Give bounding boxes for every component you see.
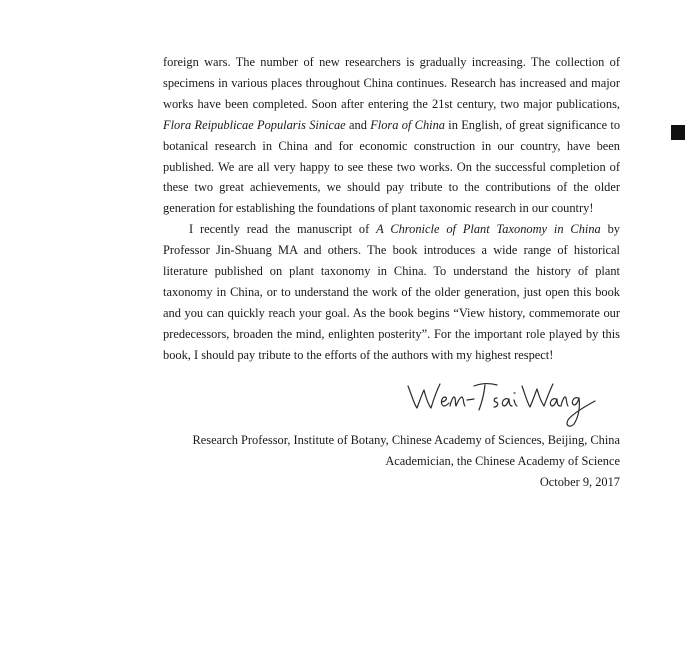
paragraph-2-text-a: I recently read the manuscript of bbox=[189, 222, 377, 237]
paragraph-1 bbox=[163, 52, 620, 219]
flora-of-china-title: Flora of China bbox=[370, 117, 445, 132]
page-edge-tab-marker bbox=[671, 125, 685, 140]
flora-reipublicae-title: Flora Reipublicae Popularis Sinicae bbox=[163, 117, 346, 132]
affiliation-academician: Academician, the Chinese Academy of Science bbox=[385, 454, 620, 468]
handwritten-signature bbox=[400, 374, 600, 432]
paragraph-1-text-a: foreign wars. The number of new researchers is gradually increasing. The collection of specimens in various places throughout China continues. Research has increased and major works have been completed. Soon after entering the 21st century, two major publications, bbox=[163, 55, 620, 111]
paragraph-2 bbox=[163, 219, 620, 365]
paragraph-2-text-b: by Professor Jin-Shuang MA and others. The book introduces a wide range of historical literature published on plant taxonomy in China. To understand the history of plant taxonomy in China, or to understand the work of the older generation, just open this book and you can quickly reach your goal. As the book begins “View history, commemorate our predecessors, broaden the mind, enlighten posterity”. For the important role played by this book, I should pay tribute to the efforts of the authors with my highest respect! bbox=[163, 222, 621, 362]
author-affiliation bbox=[163, 430, 620, 493]
affiliation-position: Research Professor, Institute of Botany, Chinese Academy of Sciences, Beijing, China bbox=[192, 433, 620, 447]
paragraph-1-text-c: in English, of great significance to botanical research in China and for economic construction in our country, have been published. We are all very happy to see these two works. On the successful completion of these two great achievements, we should pay tribute to the contributions of the older generation for establishing the foundations of plant taxonomic research in our country! bbox=[163, 117, 621, 216]
chronicle-book-title: A Chronicle of Plant Taxonomy in China bbox=[376, 222, 601, 237]
preface-body bbox=[163, 52, 620, 366]
signature-date: October 9, 2017 bbox=[539, 475, 620, 489]
paragraph-1-text-b: and bbox=[345, 117, 371, 132]
